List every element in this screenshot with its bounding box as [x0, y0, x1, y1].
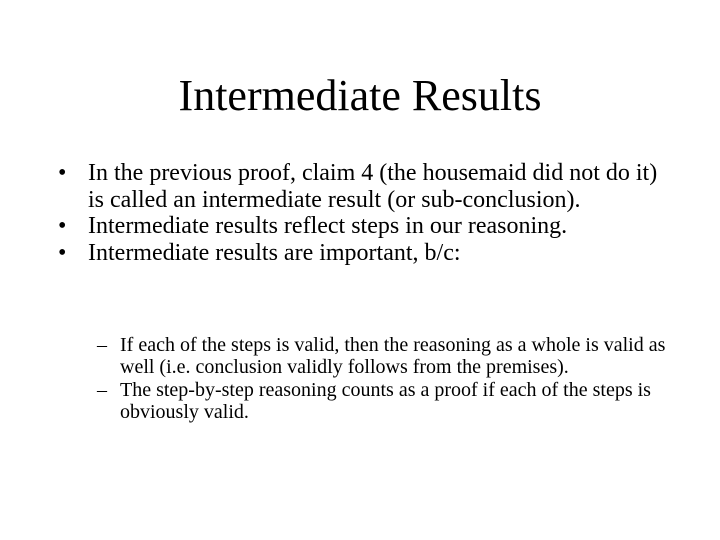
- bullet-text: Intermediate results reflect steps in our reasoning.: [88, 213, 568, 239]
- sub-bullet-list: [97, 334, 667, 423]
- bullet-text: Intermediate results are important, b/c:: [88, 239, 461, 266]
- bullet-item: [56, 160, 676, 213]
- bullet-item: [56, 240, 676, 267]
- sub-bullet-text: If each of the steps is valid, then the reasoning as a whole is valid as well (i.e. conclusion validly follows from the premises).: [120, 334, 666, 379]
- sub-bullet-marker: –: [97, 378, 107, 401]
- bullet-marker: •: [58, 213, 67, 239]
- bullet-marker: •: [58, 160, 67, 186]
- bullet-list: [56, 160, 676, 266]
- sub-bullet-item: [97, 334, 667, 379]
- bullet-marker: •: [58, 239, 67, 266]
- bullet-item: [56, 213, 676, 240]
- bullet-text: In the previous proof, claim 4 (the housemaid did not do it) is called an intermediate result (or sub-conclusion).: [88, 160, 658, 213]
- slide-title: Intermediate Results: [178, 71, 542, 120]
- sub-bullet-item: [97, 379, 667, 424]
- sub-bullet-marker: –: [97, 334, 107, 356]
- sub-bullet-text: The step-by-step reasoning counts as a proof if each of the steps is obviously valid.: [120, 378, 651, 423]
